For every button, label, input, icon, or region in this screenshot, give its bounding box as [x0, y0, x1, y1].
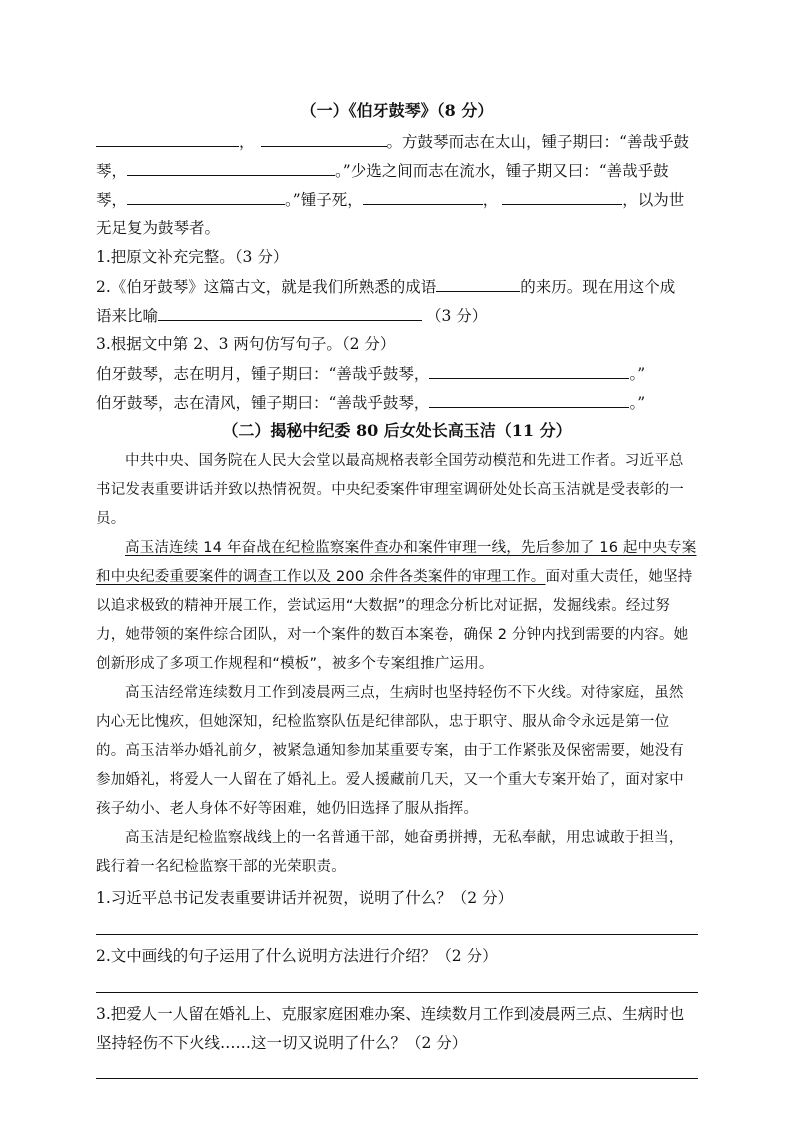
text: 。方鼓琴而志在太山，锺子期曰：“善哉乎鼓: [386, 133, 689, 151]
answer-blank[interactable]: [429, 363, 629, 379]
text: 语来比喻: [96, 307, 159, 325]
text: 琴，: [96, 191, 128, 209]
text: 琴，: [96, 162, 128, 180]
article-paragraph-1: 中共中央、国务院在人民大会堂以最高规格表彰全国劳动模范和先进工作者。习近平总书记发表重要讲话并致以热情祝贺。中央纪委案件审理室调研处处长高玉洁就是受表彰的一员。: [96, 453, 684, 527]
answer-line[interactable]: [96, 1078, 698, 1079]
section1-line1: [96, 131, 689, 152]
article-paragraph-4: 高玉洁是纪检监察战线上的一名普通干部，她奋勇拼搏，无私奉献，用忠诚敢于担当，践行着一名纪检监察干部的光荣职责。: [96, 830, 684, 875]
section1-line3: [96, 189, 684, 210]
answer-line[interactable]: [96, 992, 698, 993]
answer-blank[interactable]: [502, 189, 622, 205]
section1-title: （一）《伯牙鼓琴》（8 分）: [300, 101, 494, 120]
question-2: [96, 276, 675, 297]
answer-blank[interactable]: [436, 276, 520, 292]
text: 。”: [629, 365, 646, 383]
question-3-line-a: [96, 363, 645, 384]
answer-blank[interactable]: [127, 160, 335, 176]
article-paragraph-3: 高玉洁经常连续数月工作到凌晨两三点，生病时也坚持轻伤不下火线。对待家庭，虽然内心无比愧疚，但她深知，纪检监察队伍是纪律部队，忠于职守、服从命令永远是第一位的。高玉洁举办婚礼前夕，被紧急通知参加某重要专案，由于工作紧张及保密需要，她没有参加婚礼，将爱人一人留在了婚礼上。爱人援藏前几天，又一个重大专案开始了，面对家中孩子幼小、老人身体不好等困难，她仍旧选择了服从指挥。: [96, 685, 684, 817]
text: ，以为世: [622, 191, 685, 209]
text: 的来历。现在用这个成: [520, 278, 676, 296]
question-2-line2: [96, 305, 487, 326]
text: 伯牙鼓琴，志在清风，锺子期曰：“善哉乎鼓琴，: [96, 394, 430, 412]
text: ，: [482, 191, 499, 209]
underlined-sentence: 高玉洁连续 14 年奋战在纪检监察案件查办和案件审理一线，先后参加了 16 起中央专案和中央纪委重要案件的调查工作以及 200 余件各类案件的审理工作。: [96, 540, 697, 585]
section2-title: （二）揭秘中纪委 80 后女处长高玉洁（11 分）: [222, 421, 572, 440]
article-paragraph-2: [96, 534, 698, 679]
answer-blank[interactable]: [158, 305, 422, 321]
answer-blank[interactable]: [363, 189, 483, 205]
question-2-3: 3.把爱人一人留在婚礼上、克服家庭困难办案、连续数月工作到凌晨两三点、生病时也: [96, 1005, 685, 1023]
text: 伯牙鼓琴，志在明月，锺子期曰：“善哉乎鼓琴，: [96, 365, 430, 383]
text: 。”锺子死，: [285, 191, 363, 209]
section1-line2: [96, 160, 669, 181]
answer-line[interactable]: [96, 934, 698, 935]
question-3: 3.根据文中第 2、3 两句仿写句子。（2 分）: [96, 335, 396, 353]
question-2-2: 2.文中画线的句子运用了什么说明方法进行介绍？（2 分）: [96, 947, 498, 965]
answer-blank[interactable]: [429, 392, 629, 408]
text: 。”: [629, 394, 646, 412]
question-2-1: 1.习近平总书记发表重要讲话并祝贺，说明了什么？（2 分）: [96, 889, 514, 907]
answer-blank[interactable]: [96, 131, 239, 147]
text: 。”少选之间而志在流水，锺子期又曰：“善哉乎鼓: [335, 162, 669, 180]
section1-line4: 无足复为鼓琴者。: [96, 219, 221, 237]
question-2-3-line2: 坚持轻伤不下火线……这一切又说明了什么？（2 分）: [96, 1034, 468, 1052]
text: （3 分）: [426, 307, 488, 325]
text: 面对重大责任，她坚持以追求极致的精神开展工作，尝试运用“大数据”的理念分析比对证据，发掘线索。经过努力，她带领的案件综合团队，对一个案件的数百本案卷，确保 2 分钟内找到需要的内容。她创新形成了多项工作规程和“模板”，被多个专案组推广运用。: [96, 569, 693, 672]
text: 2.《伯牙鼓琴》这篇古文，就是我们所熟悉的成语: [96, 278, 437, 296]
question-1: 1.把原文补充完整。（3 分）: [96, 248, 289, 266]
answer-blank[interactable]: [127, 189, 285, 205]
text: ，: [239, 133, 255, 151]
answer-blank[interactable]: [261, 131, 387, 147]
question-3-line-b: [96, 392, 645, 413]
